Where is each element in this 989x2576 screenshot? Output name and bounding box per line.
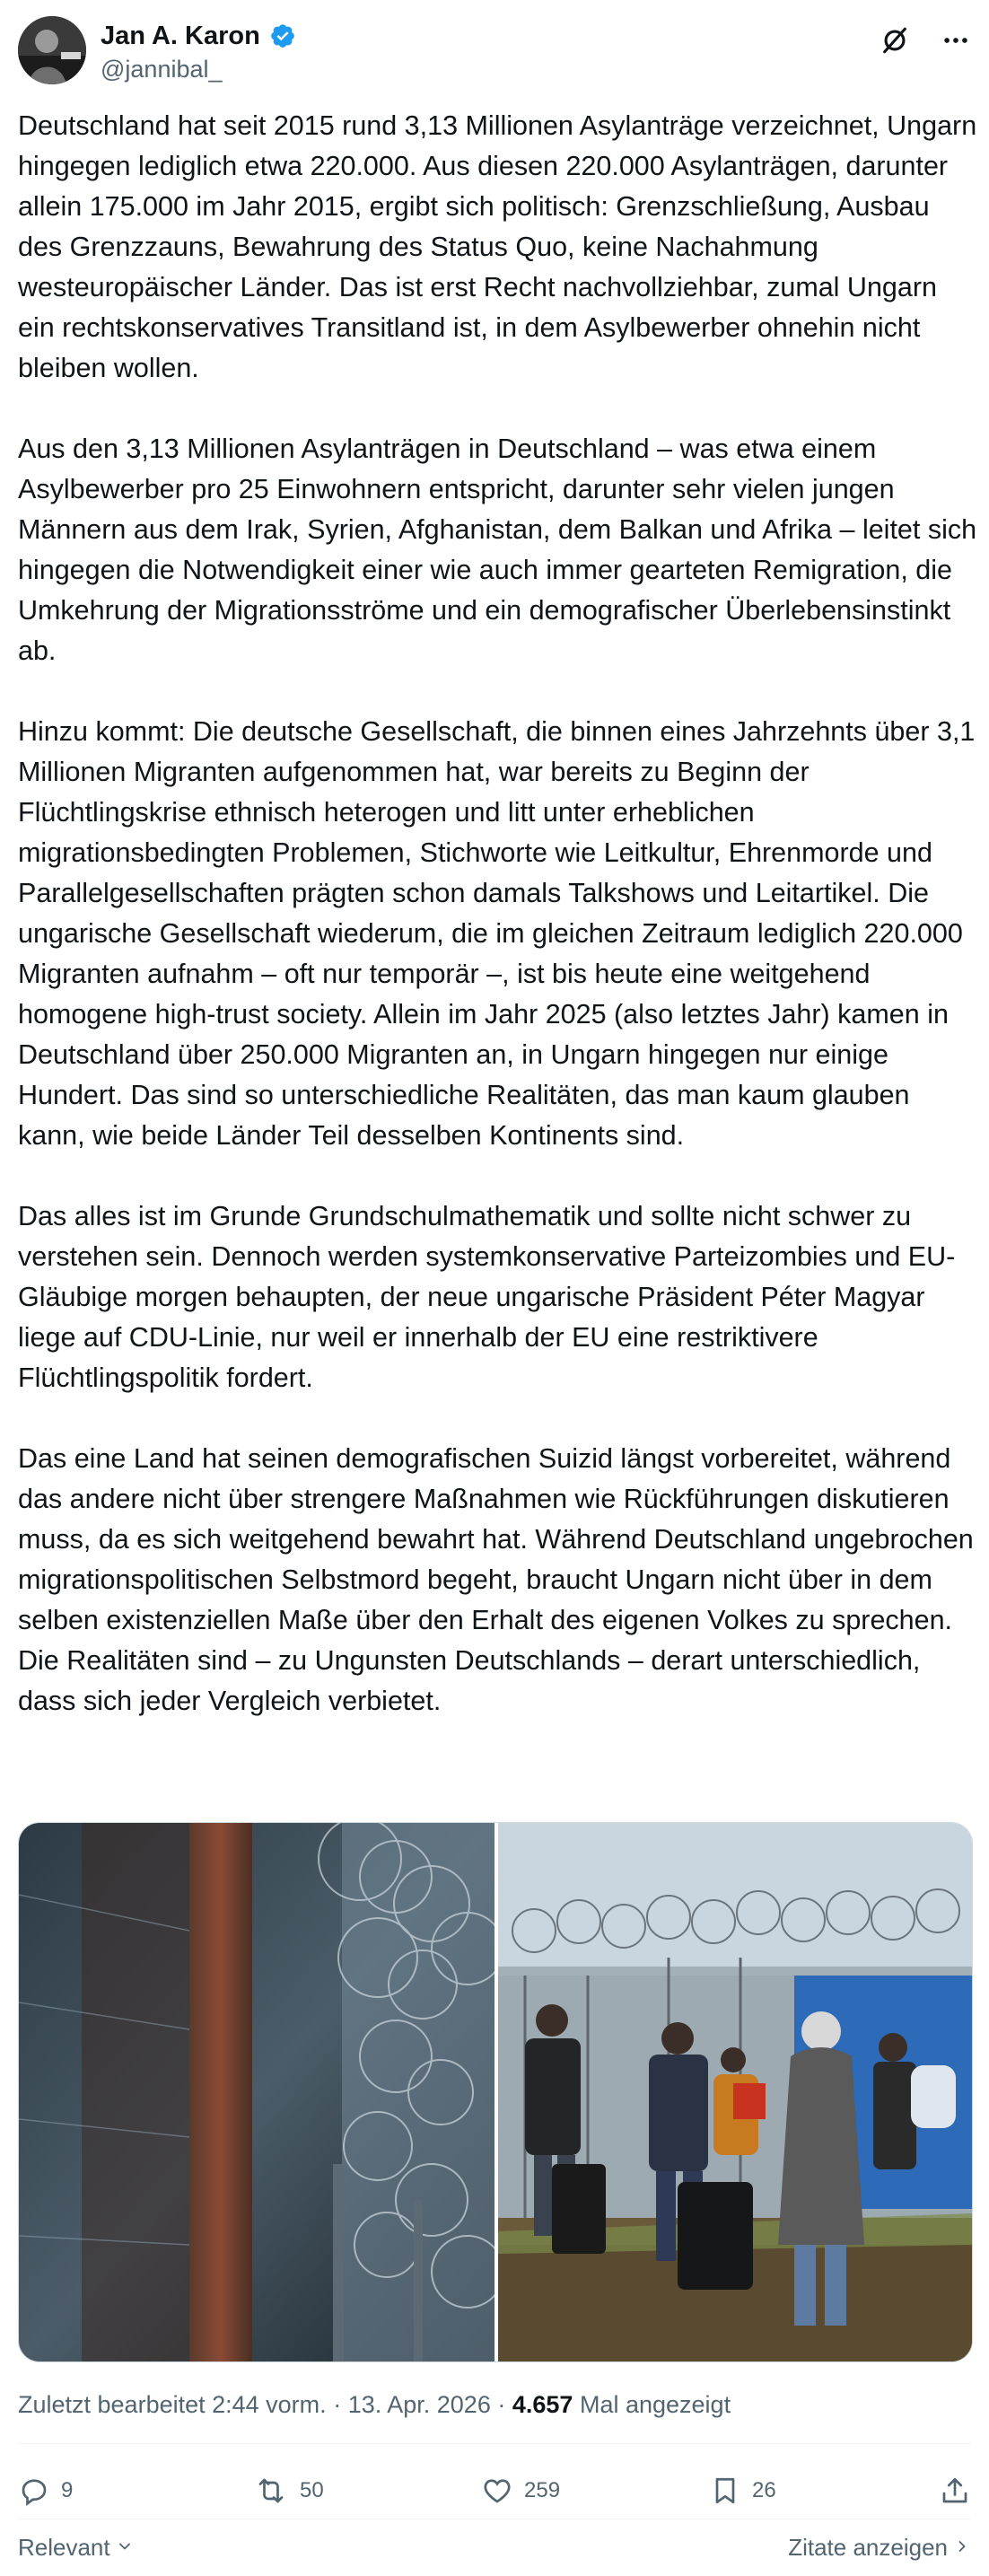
more-icon[interactable]	[941, 25, 971, 56]
views-count: 4.657	[512, 2391, 573, 2418]
author-handle[interactable]: @jannibal_	[101, 56, 223, 83]
bookmark-button[interactable]	[709, 2475, 937, 2507]
repost-button[interactable]	[253, 2475, 481, 2507]
reply-count: 9	[61, 2478, 74, 2502]
tweet-paragraph: Hinzu kommt: Die deutsche Gesellschaft, die binnen eines Jahrzehnts über 3,1 Millionen Migranten aufgenommen hat, war bereits zu Beginn der Flüchtlingskrise ethnisch heterogen und litt unter erheblichen migrationsbedingten Problemen, Stichworte wie Leitkultur, Ehrenmorde und Parallelgesellschaften prägten schon damals Talkshows und Leitartikel. Die ungarische Gesellschaft wiederum, die im gleichen Zeitraum lediglich 220.000 Migranten aufnahm – oft nur temporär –, ist bis heute eine weitgehend homogene high-trust society. Allein im Jahr 2025 (also letztes Jahr) kamen in Deutschland über 250.000 Migranten an, in Ungarn hingegen nur einige Hundert. Das sind so unterschiedliche Realitäten, das man kaum glauben kann, wie beide Länder Teil desselben Kontinents sind.	[18, 716, 976, 1151]
meta-separator: ·	[333, 2391, 342, 2418]
sort-dropdown[interactable]	[18, 2534, 134, 2562]
meta-separator: ·	[497, 2391, 506, 2418]
bookmark-count: 26	[752, 2478, 776, 2502]
sort-label: Relevant	[18, 2533, 110, 2561]
repost-icon	[253, 2475, 289, 2507]
tweet-paragraph: Das eine Land hat seinen demografischen Suizid längst vorbereitet, während das andere nicht über strengere Maßnahmen wie Rückführungen diskutieren muss, da es sich weitgehend bewahrt hat. Während Deutschland ungebrochen migrationspolitischen Selbstmord begeht, braucht Ungarn nicht über in dem selben existenziellen Maße über den Erhalt des eigenen Volkes zu sprechen. Die Realitäten sind – zu Ungunsten Deutschlands – derart unterschiedlich, dass sich jeder Vergleich verbietet.	[18, 1443, 974, 1716]
tweet-paragraph: Aus den 3,13 Millionen Asylanträgen in Deutschland – was etwa einem Asylbewerber pro 25 Einwohnern entspricht, darunter sehr vielen jungen Männern aus dem Irak, Syrien, Afghanistan, dem Balkan und Afrika – leitet sich hingegen die Notwendigkeit einer wie auch immer gearteten Remigration, die Umkehrung der Migrationsströme und ein demografischer Überlebensinstinkt ab.	[18, 434, 977, 666]
view-quotes-link[interactable]	[788, 2534, 971, 2562]
post-date[interactable]: 13. Apr. 2026	[347, 2391, 491, 2418]
chevron-right-icon	[953, 2534, 971, 2562]
replies-footer	[18, 2529, 971, 2565]
tweet-meta	[18, 2389, 731, 2420]
like-button[interactable]	[481, 2475, 709, 2507]
chevron-down-icon	[116, 2534, 134, 2562]
like-count: 259	[524, 2478, 561, 2502]
quotes-label: Zitate anzeigen	[788, 2533, 948, 2561]
divider	[18, 2443, 971, 2444]
heart-icon	[481, 2475, 513, 2507]
reply-icon	[18, 2475, 50, 2507]
photo-border-fence[interactable]	[19, 1823, 494, 2361]
avatar[interactable]	[18, 16, 86, 84]
verified-badge-icon	[269, 22, 296, 49]
edited-label[interactable]: Zuletzt bearbeitet 2:44 vorm.	[18, 2391, 327, 2418]
repost-count: 50	[300, 2478, 324, 2502]
reply-button[interactable]	[18, 2475, 253, 2507]
action-bar	[18, 2468, 971, 2513]
author-name[interactable]: Jan A. Karon	[101, 22, 260, 50]
author-block	[101, 20, 296, 84]
tweet-header	[18, 16, 971, 88]
grok-icon[interactable]	[880, 25, 910, 56]
share-icon	[939, 2475, 971, 2507]
photo-migrants-at-gate[interactable]	[498, 1823, 972, 2361]
share-button[interactable]	[939, 2475, 971, 2507]
tweet-paragraph: Deutschland hat seit 2015 rund 3,13 Millionen Asylanträge verzeichnet, Ungarn hingegen lediglich etwa 220.000. Aus diesen 220.000 Asylanträgen, darunter allein 175.000 im Jahr 2015, ergibt sich politisch: Grenzschließung, Ausbau des Grenzzauns, Bewahrung des Status Quo, keine Nachahmung westeuropäischer Länder. Das ist erst Recht nachvollziehbar, zumal Ungarn ein rechtskonservatives Transitland ist, in dem Asylbewerber ohnehin nicht bleiben wollen.	[18, 110, 977, 383]
tweet-paragraph: Das alles ist im Grunde Grundschulmathematik und sollte nicht schwer zu verstehen sein. Dennoch werden systemkonservative Parteizombies und EU-Gläubige morgen behaupten, der neue ungarische Präsident Péter Magyar liege auf CDU-Linie, nur weil er innerhalb der EU eine restriktivere Flüchtlingspolitik fordert.	[18, 1201, 956, 1393]
media-gallery	[18, 1822, 973, 2362]
bookmark-icon	[709, 2475, 741, 2507]
tweet-text	[18, 106, 978, 1722]
views-label: Mal angezeigt	[579, 2391, 731, 2418]
